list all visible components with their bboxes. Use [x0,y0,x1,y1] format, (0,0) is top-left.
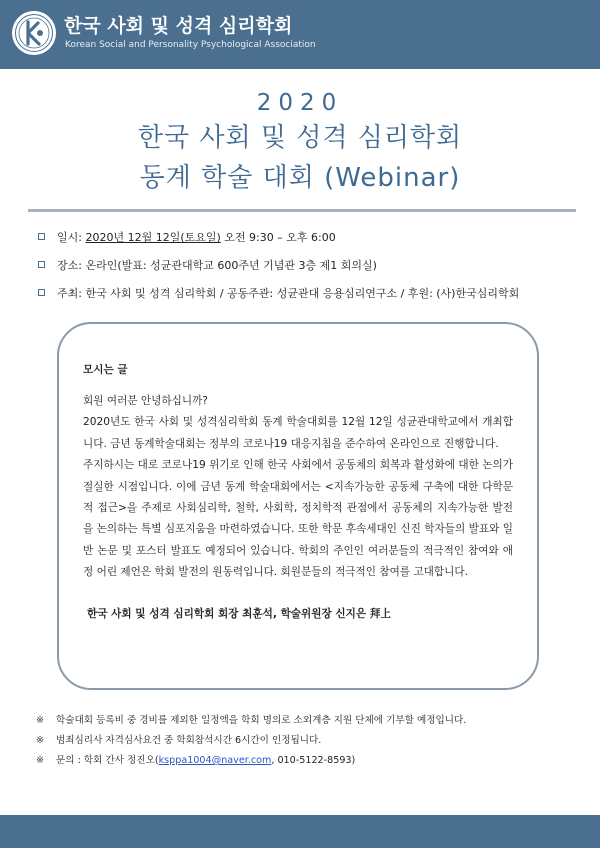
title-year: 2020 [256,90,344,116]
event-title [0,88,600,198]
checkbox-bullet-icon [38,233,45,240]
title-line-1: 한국 사회 및 성격 심리학회 [137,123,463,153]
checkbox-bullet-icon [38,261,45,268]
contact-email-link[interactable]: ksppa1004@naver.com [158,755,272,766]
contact-prefix: 문의 : 학회 간사 정진오( [56,755,159,766]
letter-paragraph: 2020년도 한국 사회 및 성격심리학회 동계 학술대회를 12월 12일 성균관대학교에서 개최합니다. 금년 동계학술대회는 정부의 코로나19 대응지침을 준수하여 온라인으로 진행합니다. [83,416,513,450]
note-fee [36,711,466,731]
contact-suffix: , 010-5122-8593) [271,755,356,766]
date-time: 오전 9:30 – 오후 6:00 [220,231,336,244]
footer-banner [0,815,600,848]
letter-paragraph: 회원 여러분 안녕하십니까? [83,395,208,407]
event-info [38,224,519,308]
note-contact [36,751,466,771]
info-host [38,280,519,308]
reference-mark-icon: ※ [36,735,45,746]
date-label: 일시: [57,231,86,244]
divider [28,209,576,212]
org-name-korean: 한국 사회 및 성격 심리학회 [64,15,293,37]
invitation-letter-box [57,322,539,690]
title-line-2: 동계 학술 대회 (Webinar) [139,163,461,193]
reference-mark-icon: ※ [36,755,45,766]
letter-body [83,391,513,584]
letter-paragraph: 주지하시는 대로 코로나19 위기로 인해 한국 사회에서 공동체의 회복과 활성화에 대한 논의가 절실한 시점입니다. 이에 금년 동계 학술대회에서는 <지속가능한 공동체 구축에 대한 다학문적 접근>을 주제로 사회심리학, 철학, 사회학, 정치학적 관점에서 공동체의 지속가능한 발전을 논의하는 특별 심포지움을 마련하였습니다. 또한 학문 후속세대인 신진 학자들의 발표와 일반 논문 및 포스터 발표도 예정되어 있습니다. 학회의 주인인 여러분들의 적극적인 참여와 애정 어린 제언은 학회 발전의 원동력입니다. 회원분들의 적극적인 참여를 고대합니다. [83,459,513,579]
org-name-english: Korean Social and Personality Psychological Association [65,40,316,50]
society-logo-icon [11,10,57,56]
header-banner [0,0,600,69]
note-fee-text: 학술대회 등록비 중 경비를 제외한 일정액을 학회 명의로 소외계층 지원 단체에 기부할 예정입니다. [56,715,467,726]
host-text: 주최: 한국 사회 및 성격 심리학회 / 공동주관: 성균관대 응용심리연구소 / 후원: (사)한국심리학회 [57,287,520,300]
notes [36,711,466,771]
info-date [38,224,519,252]
letter-heading: 모시는 글 [83,364,128,376]
date-value: 2020년 12월 12일(토요일) [85,231,221,244]
reference-mark-icon: ※ [36,715,45,726]
info-place [38,252,519,280]
note-credit-text: 범죄심리사 자격심사요건 중 학회참석시간 6시간이 인정됩니다. [56,735,322,746]
place-text: 장소: 온라인(발표: 성균관대학교 600주년 기념관 3층 제1 회의실) [57,259,377,272]
note-credit [36,731,466,751]
checkbox-bullet-icon [38,289,45,296]
letter-signature: 한국 사회 및 성격 심리학회 회장 최훈석, 학술위원장 신지은 拜上 [87,607,392,620]
